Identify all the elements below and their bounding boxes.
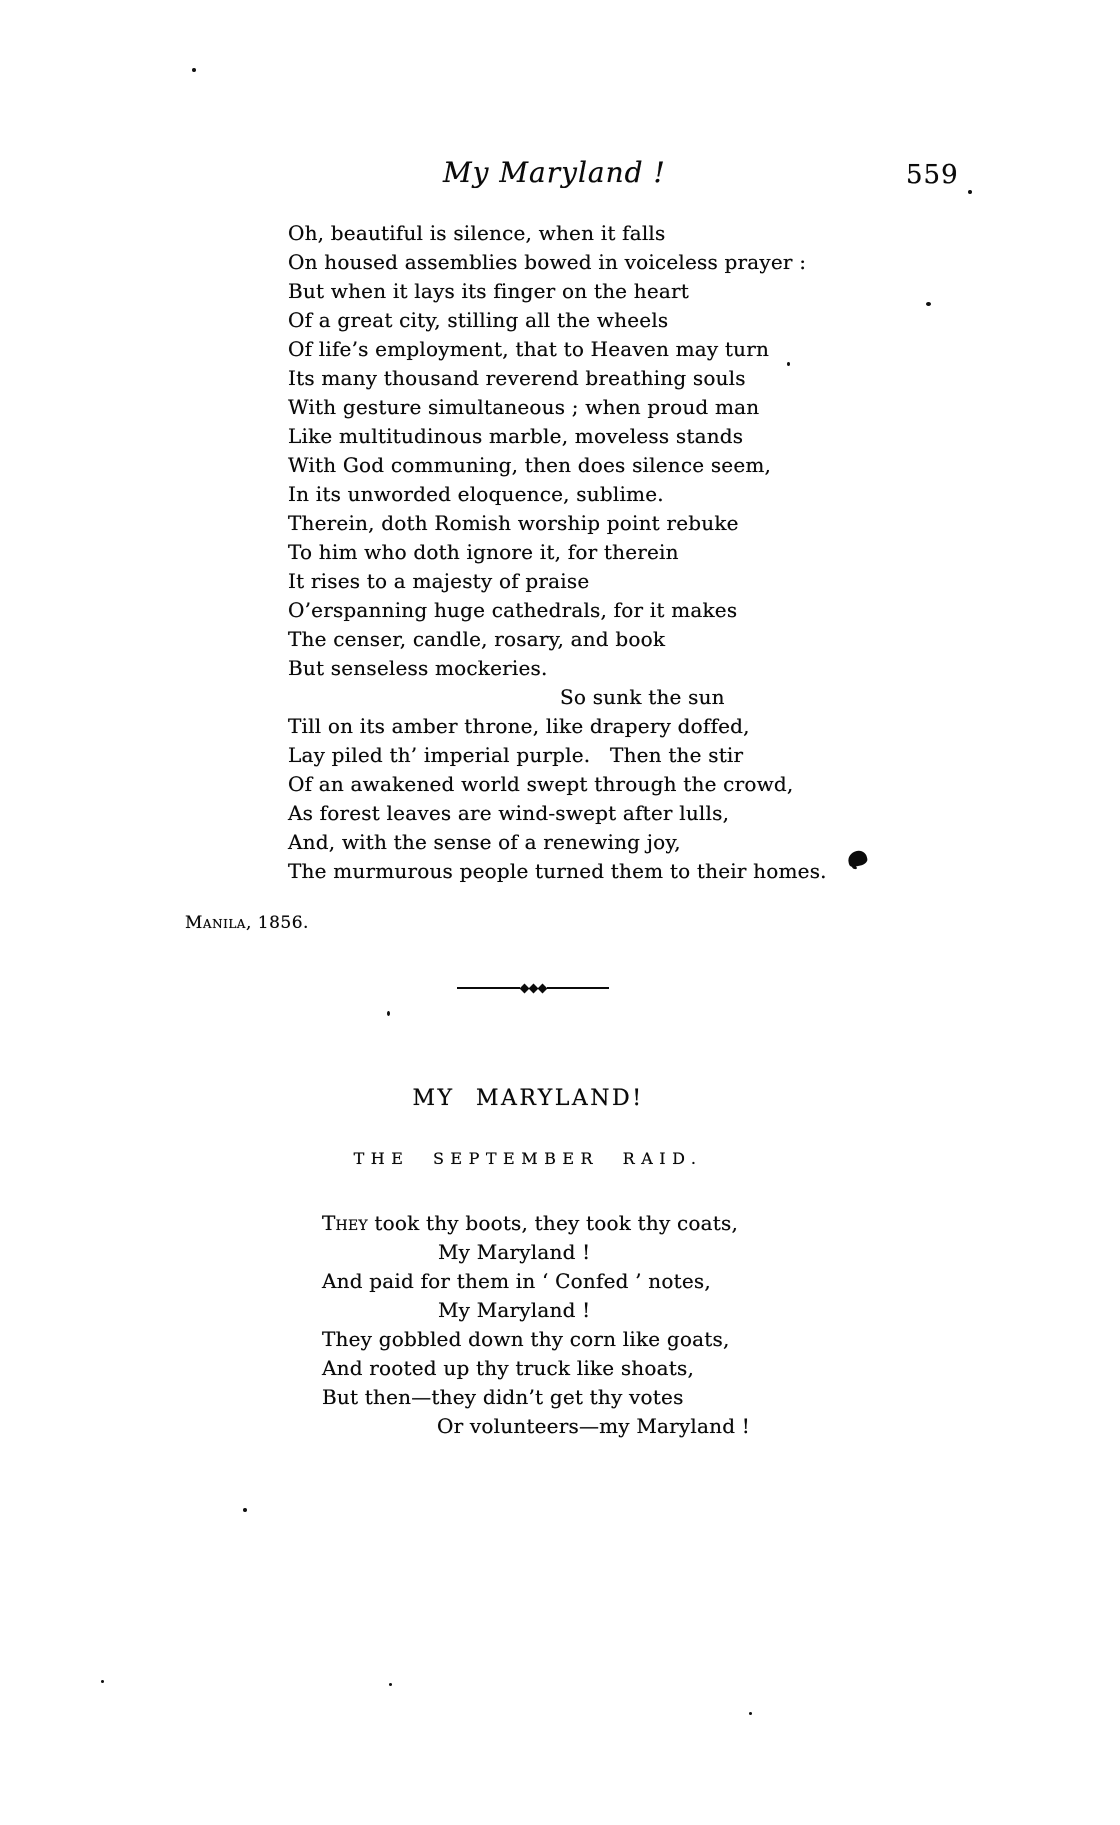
poem-line: The murmurous people turned them to their homes. xyxy=(288,859,827,883)
stanza-line: And paid for them in ‘ Confed ’ notes, xyxy=(322,1269,711,1293)
poem-line: With gesture simultaneous ; when proud man xyxy=(288,395,760,419)
ink-blot-artifact xyxy=(852,865,858,870)
divider-rule-right xyxy=(547,987,610,989)
scan-speck xyxy=(787,362,790,366)
divider-diamond-icon xyxy=(537,983,547,993)
poem-line: As forest leaves are wind-swept after lulls, xyxy=(288,801,730,825)
stanza-lead-word: They xyxy=(322,1211,368,1235)
scan-speck xyxy=(968,190,972,194)
poem-line: Of life’s employment, that to Heaven may turn xyxy=(288,337,770,361)
poem-line: To him who doth ignore it, for therein xyxy=(288,540,679,564)
poem-line: So sunk the sun xyxy=(560,685,725,709)
scan-speck xyxy=(243,1508,247,1512)
stanza-line: My Maryland ! xyxy=(438,1240,591,1264)
stanza-line-rest: took thy boots, they took thy coats, xyxy=(367,1211,739,1235)
stanza-line: But then—they didn’t get thy votes xyxy=(322,1385,684,1409)
divider-rule-left xyxy=(457,987,520,989)
poem-line: With God communing, then does silence seem, xyxy=(288,453,772,477)
poem-september-raid xyxy=(322,1209,842,1441)
poem-attribution: Manila, 1856. xyxy=(185,913,309,933)
poem-line: Like multitudinous marble, moveless stands xyxy=(288,424,744,448)
poem-line: Till on its amber throne, like drapery doffed, xyxy=(288,714,750,738)
stanza-line: And rooted up thy truck like shoats, xyxy=(322,1356,695,1380)
poem-line: But senseless mockeries. xyxy=(288,656,548,680)
stanza-line: Or volunteers—my Maryland ! xyxy=(437,1414,751,1438)
poem-line: Therein, doth Romish worship point rebuke xyxy=(288,511,739,535)
poem-line: Lay piled th’ imperial purple. Then the stir xyxy=(288,743,744,767)
poem-line: It rises to a majesty of praise xyxy=(288,569,590,593)
stanza-line: They gobbled down thy corn like goats, xyxy=(322,1327,730,1351)
poem-silence xyxy=(288,219,848,886)
running-header-title: My Maryland ! xyxy=(443,156,666,189)
scan-speck xyxy=(387,1011,390,1016)
section-subtitle: THE SEPTEMBER RAID. xyxy=(353,1149,703,1168)
poem-line: And, with the sense of a renewing joy, xyxy=(288,830,681,854)
stanza-line: My Maryland ! xyxy=(438,1298,591,1322)
poem-line: Its many thousand reverend breathing souls xyxy=(288,366,746,390)
ink-blot-artifact xyxy=(847,849,869,868)
poem-line: On housed assemblies bowed in voiceless prayer : xyxy=(288,250,807,274)
scan-speck xyxy=(192,68,196,72)
stanza-line xyxy=(322,1209,842,1238)
scan-speck xyxy=(926,302,931,306)
scan-speck xyxy=(749,1712,752,1715)
poem-line: The censer, candle, rosary, and book xyxy=(288,627,666,651)
section-divider xyxy=(457,982,609,994)
section-title: MY MARYLAND! xyxy=(412,1086,644,1111)
poem-line: Of a great city, stilling all the wheels xyxy=(288,308,669,332)
poem-line: O’erspanning huge cathedrals, for it makes xyxy=(288,598,738,622)
poem-line: Of an awakened world swept through the crowd, xyxy=(288,772,794,796)
scan-speck xyxy=(389,1683,392,1686)
scan-speck xyxy=(101,1680,104,1683)
poem-line: Oh, beautiful is silence, when it falls xyxy=(288,221,666,245)
poem-line: In its unworded eloquence, sublime. xyxy=(288,482,664,506)
page-number: 559 xyxy=(906,160,959,190)
poem-line: But when it lays its finger on the heart xyxy=(288,279,689,303)
